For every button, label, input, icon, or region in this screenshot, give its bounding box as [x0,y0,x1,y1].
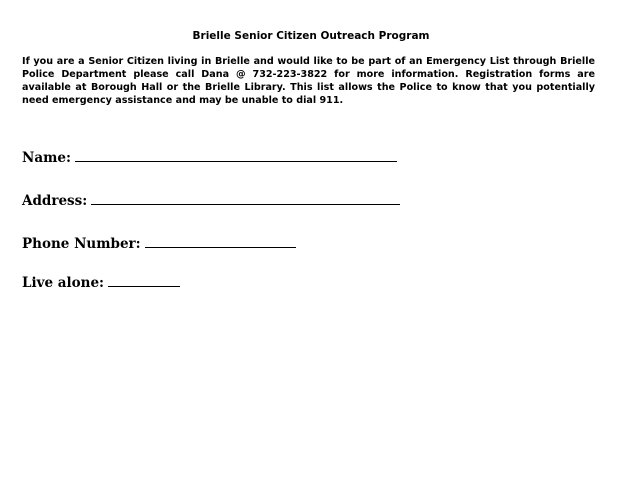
intro-paragraph: If you are a Senior Citizen living in Brielle and would like to be part of an Emergency List through Brielle Police Department please call Dana @ 732-223-3822 for more information. Registration forms are available at Borough Hall or the Brielle Library. This list allows the Police to know that you potentially need emergency assistance and may be unable to dial 911. [22,56,595,106]
live-alone-field-row [22,274,180,291]
name-label: Name: [22,150,71,166]
address-field-row [22,192,400,209]
document-title: Brielle Senior Citizen Outreach Program [192,30,430,42]
phone-number-label: Phone Number: [22,236,141,252]
phone-number-blank-line[interactable] [145,235,296,248]
live-alone-label: Live alone: [22,275,105,291]
name-field-row [22,149,397,166]
name-blank-line[interactable] [75,149,397,162]
phone-number-field-row [22,235,296,252]
live-alone-blank-line[interactable] [108,274,180,287]
address-blank-line[interactable] [91,192,400,205]
address-label: Address: [22,193,88,209]
